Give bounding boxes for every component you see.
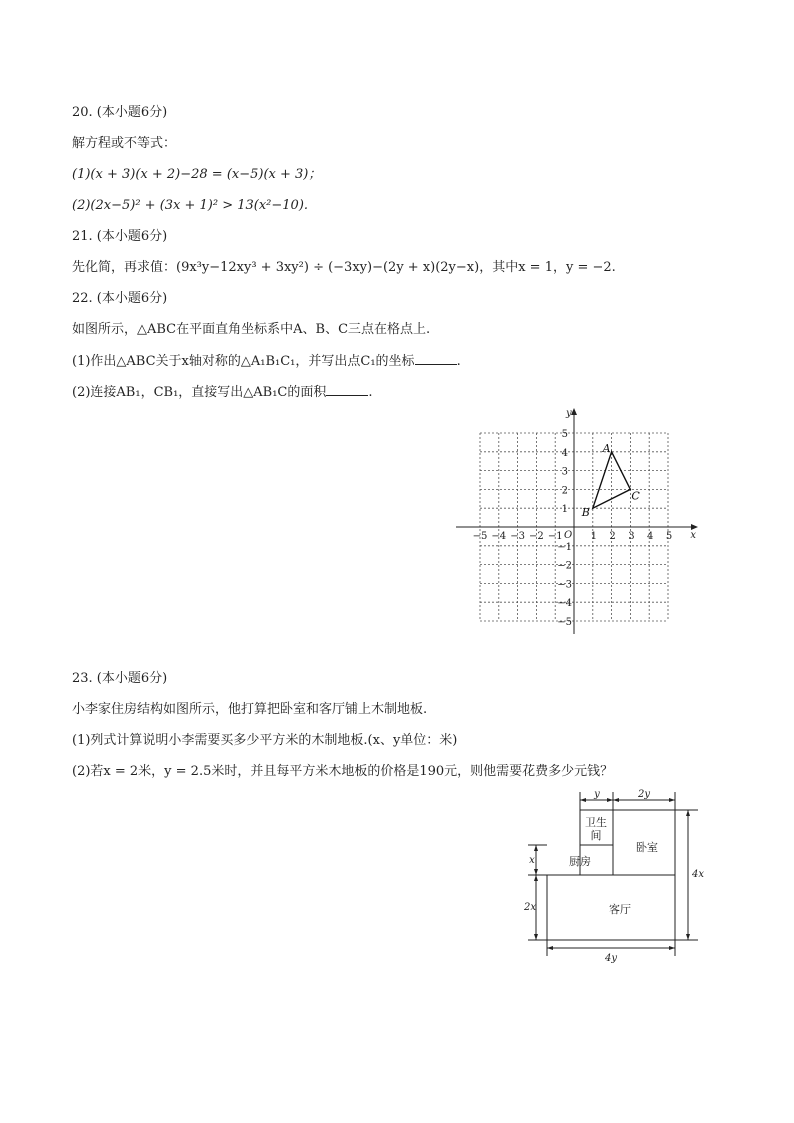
q23-part1: (1)列式计算说明小李需要买多少平方米的木制地板.(x、y单位：米)	[72, 733, 458, 748]
coordinate-grid-figure	[448, 402, 708, 636]
point-c-label: C	[631, 489, 640, 503]
y-tick-label: 1	[561, 504, 568, 516]
q21-text: 先化简，再求值：(9x³y−12xy³ + 3xy²) ÷ (−3xy)−(2y + x)(2y−x)，其中x = 1，y = −2.	[72, 260, 616, 275]
q23-header: 23. (本小题6分)	[72, 671, 168, 686]
x-tick-label: 2	[609, 531, 616, 542]
bathroom-label-2: 间	[590, 829, 602, 842]
dim-top-left: y	[594, 789, 600, 800]
y-axis-arrow	[571, 408, 577, 415]
y-tick-label: 2	[561, 485, 568, 497]
x-tick-label: 3	[628, 531, 635, 542]
x-tick-label: 1	[590, 531, 597, 542]
y-tick-label: 3	[561, 466, 568, 478]
q20-header: 20. (本小题6分)	[72, 105, 168, 120]
y-tick-label: 4	[561, 447, 568, 459]
answer-blank	[415, 352, 457, 365]
q22-intro: 如图所示，△ABC在平面直角坐标系中A、B、C三点在格点上.	[72, 322, 431, 337]
kitchen-label: 厨房	[569, 855, 591, 868]
q20-part1: (1)(x + 3)(x + 2)−28 = (x−5)(x + 3)；	[72, 167, 322, 182]
y-tick-label: −4	[557, 598, 572, 610]
x-tick-label: −4	[491, 531, 507, 542]
bedroom-label: 卧室	[636, 841, 658, 854]
x-tick-label: −1	[547, 531, 563, 542]
dim-top-right: 2y	[637, 789, 651, 800]
dim-right: 4x	[691, 869, 705, 880]
q20-part2: (2)(2x−5)² + (3x + 1)² > 13(x²−10).	[72, 198, 309, 213]
x-tick-label: −3	[510, 531, 525, 542]
q20-instruction: 解方程或不等式：	[72, 136, 177, 151]
bathroom-label-1: 卫生	[585, 816, 607, 829]
q23-part2: (2)若x = 2米，y = 2.5米时，并且每平方米木地板的价格是190元，则他需要花费多少元钱？	[72, 764, 614, 779]
x-tick-label: −5	[472, 531, 488, 542]
q22-part2-end: .	[368, 385, 373, 400]
q23-intro: 小李家住房结构如图所示，他打算把卧室和客厅铺上木制地板.	[72, 702, 428, 717]
q22-part1-line	[72, 352, 461, 371]
x-tick-label: 5	[665, 531, 673, 542]
dim-left-upper: x	[529, 855, 535, 866]
y-tick-label: −2	[557, 560, 572, 572]
y-axis-label: y	[566, 408, 572, 419]
dim-left-lower: 2x	[523, 902, 537, 913]
x-tick-label: 4	[647, 531, 654, 542]
x-tick-label: −2	[529, 531, 544, 542]
y-tick-label: −1	[557, 541, 572, 553]
y-tick-label: 5	[561, 429, 568, 440]
q22-part2: (2)连接AB₁，CB₁，直接写出△AB₁C的面积	[72, 385, 327, 400]
answer-blank	[326, 383, 368, 396]
q22-header: 22. (本小题6分)	[72, 291, 168, 306]
floor-plan-figure	[520, 786, 720, 966]
triangle-abc-outline	[593, 452, 631, 508]
q22-part2-line	[72, 383, 373, 402]
point-a-label: A	[602, 441, 611, 455]
y-tick-label: −5	[557, 617, 572, 628]
x-axis-label: x	[690, 530, 696, 541]
q22-part1: (1)作出△ABC关于x轴对称的△A₁B₁C₁，并写出点C₁的坐标	[72, 354, 415, 369]
triangle-abc	[581, 442, 641, 519]
q22-part1-end: .	[456, 354, 461, 369]
y-tick-label: −3	[557, 579, 572, 591]
dim-bottom: 4y	[604, 953, 618, 964]
q21-header: 21. (本小题6分)	[72, 229, 168, 244]
living-room-label: 客厅	[609, 903, 631, 916]
origin-label: O	[564, 530, 573, 541]
point-b-label: B	[581, 506, 590, 520]
axes	[456, 408, 698, 634]
